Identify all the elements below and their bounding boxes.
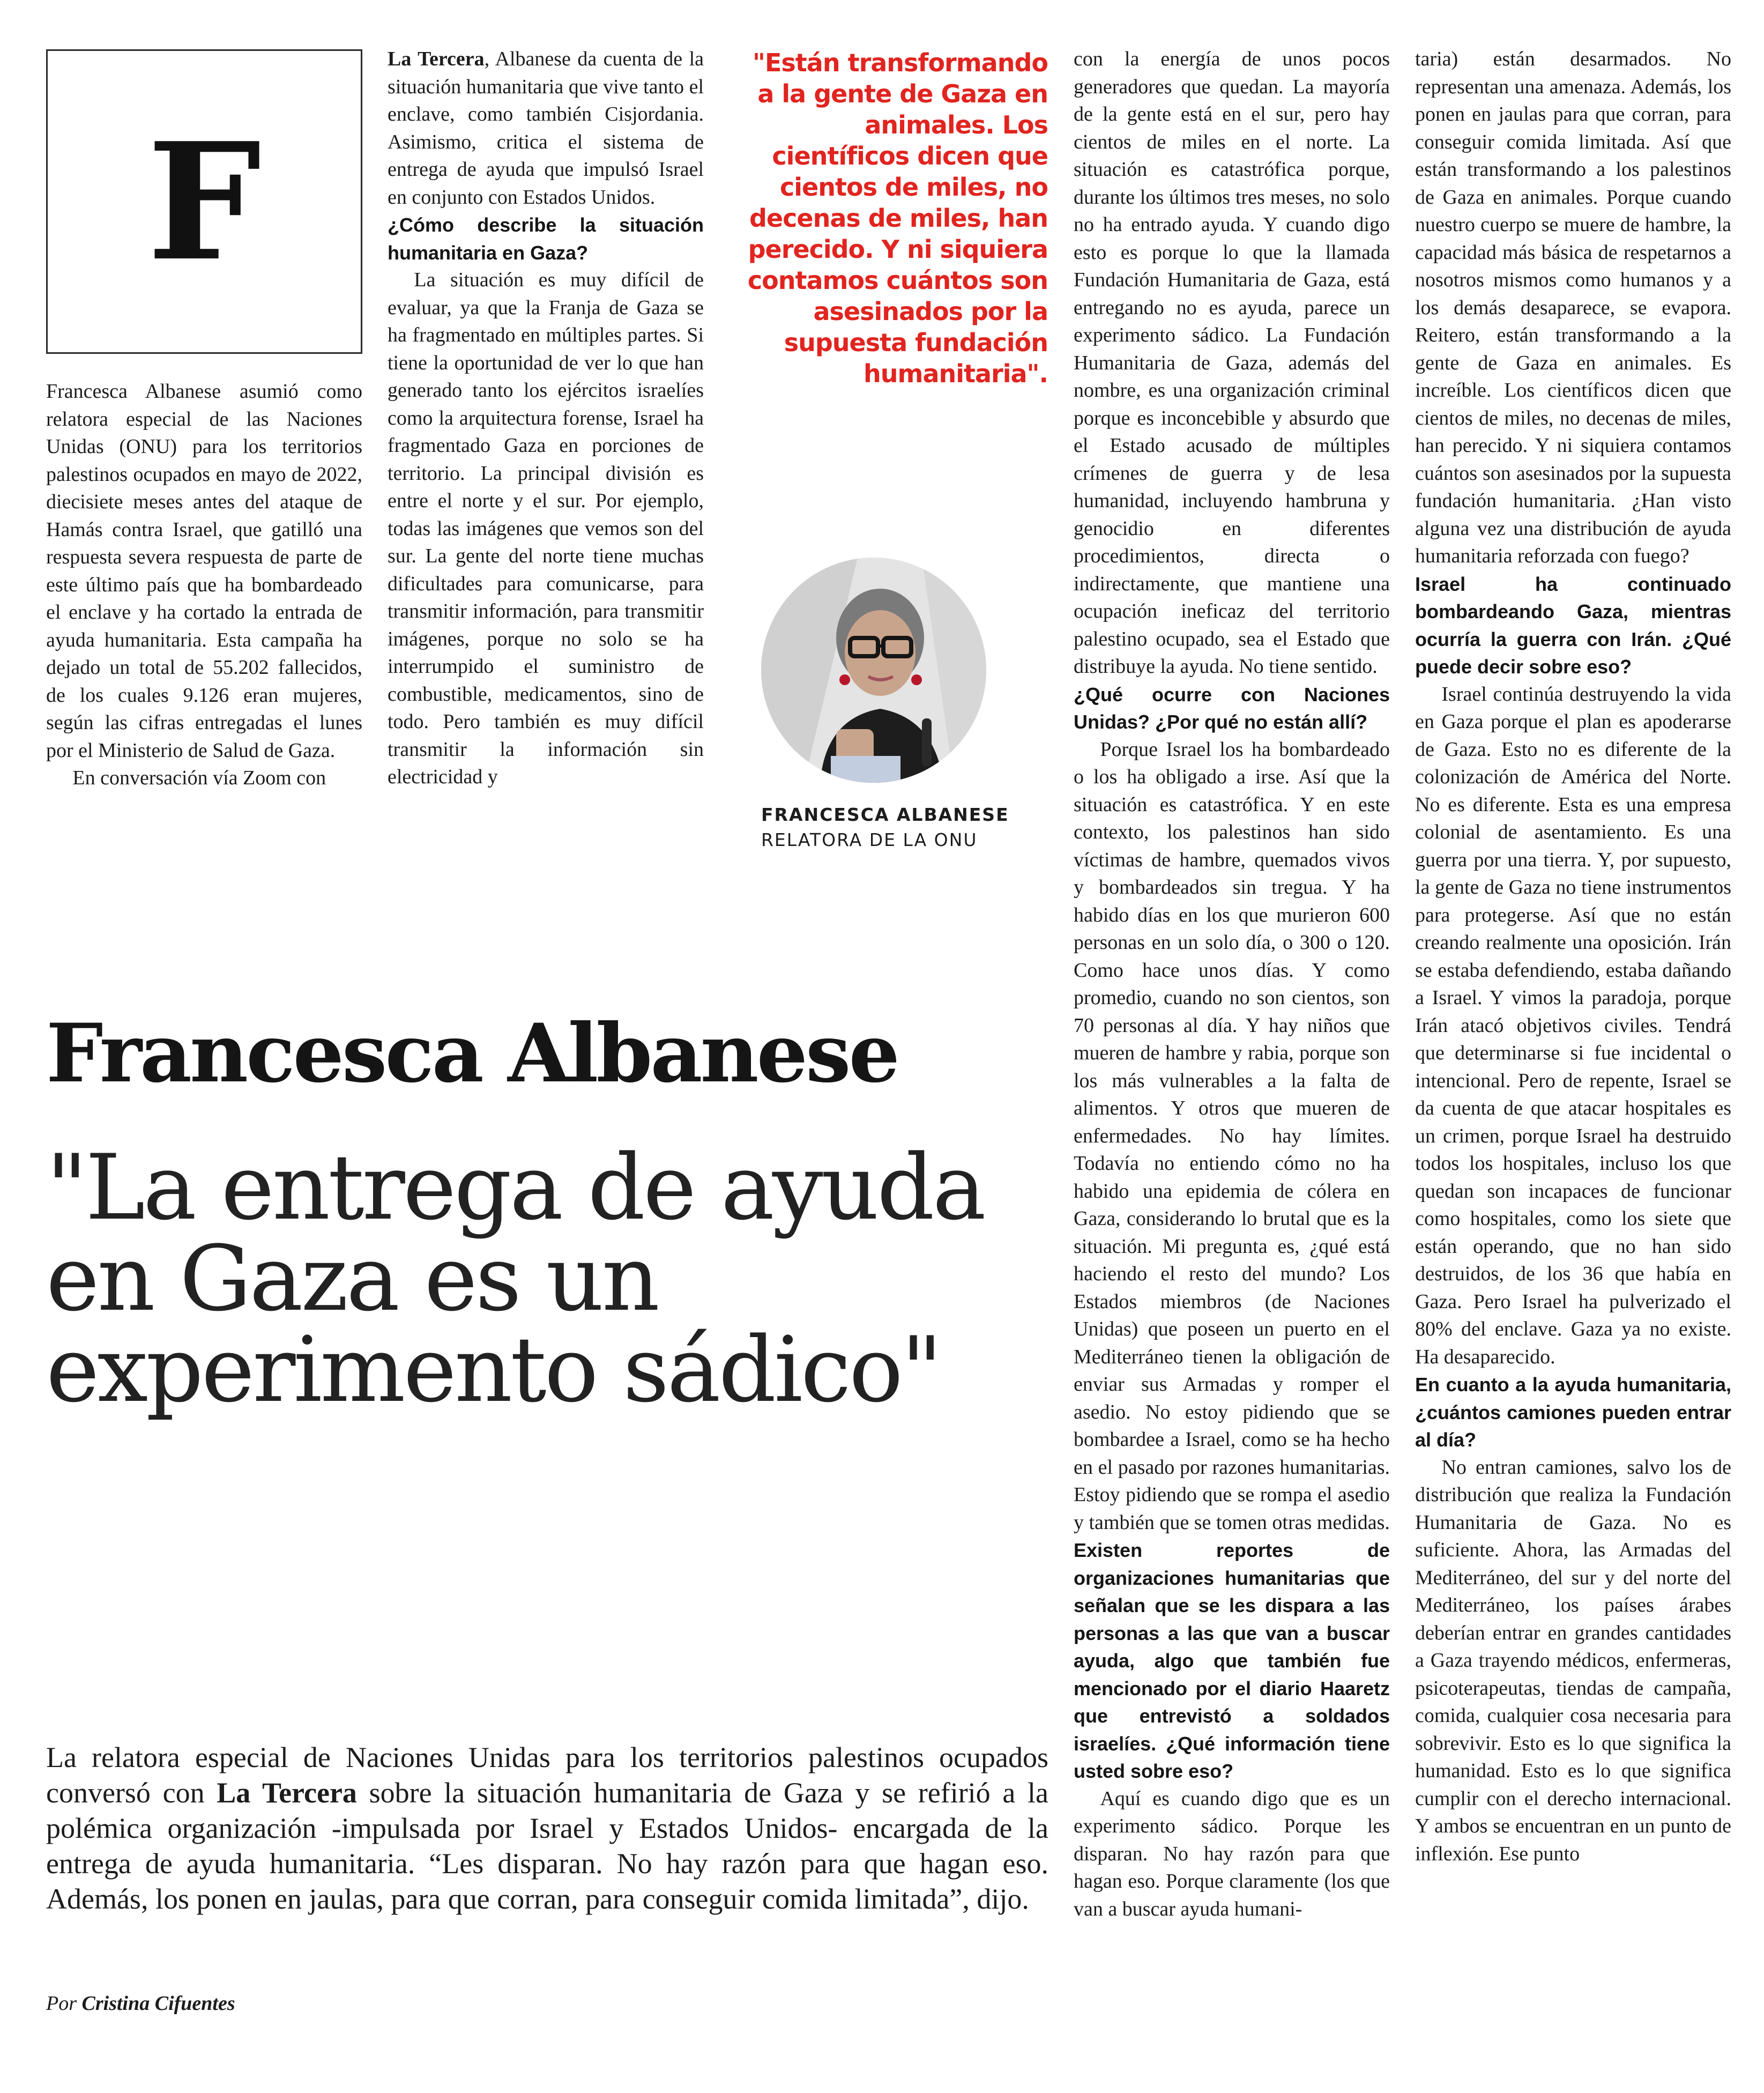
byline-prefix: Por xyxy=(46,1992,82,2015)
photo-caption-name: FRANCESCA ALBANESE xyxy=(761,804,1009,825)
article-column-2 xyxy=(388,46,704,791)
article-column-4 xyxy=(1415,46,1731,1868)
interview-question: Israel ha continuado bombardeando Gaza, mientras ocurría la guerra con Irán. ¿Qué puede decir sobre eso? xyxy=(1415,573,1731,678)
section-logo: F xyxy=(147,107,262,296)
paragraph-text: , Albanese da cuenta de la situación humanitaria que vive tanto el enclave, como también Cisjordania. Asimismo, critica el sistema de entrega de ayuda que impulsó Israel en conjunto con Estados Unidos. xyxy=(388,48,704,209)
paragraph xyxy=(388,46,704,211)
pull-quote: "Están transformando a la gente de Gaza en animales. Los científicos dicen que cientos de miles, no decenas de miles, han perecido. Y ni siquiera contamos cuántos son asesinados por la supuesta fundación humanitaria". xyxy=(747,48,1048,388)
paragraph: No entran camiones, salvo los de distribución que realiza la Fundación Humanitaria de Gaza. No es suficiente. Ahora, las Armadas del Mediterráneo, del sur y del norte del Mediterráneo, los países árabes deberían entrar en grandes cantidades a Gaza trayendo médicos, enfermeras, psicoterapeutas, tiendas de campaña, comida, cualquier cosa necesaria para sobrevivir. Esto es lo que significa la humanidad. Esto es lo que significa cumplir con el derecho internacional. Y ambos se encuentran en un punto de inflexión. Ese punto xyxy=(1415,1456,1731,1865)
portrait-photo xyxy=(761,558,986,783)
interview-question: ¿Qué ocurre con Naciones Unidas? ¿Por qué no están allí? xyxy=(1074,683,1390,733)
interview-question: En cuanto a la ayuda humanitaria, ¿cuántos camiones pueden entrar al día? xyxy=(1415,1374,1731,1451)
article-column-3 xyxy=(1074,46,1390,1923)
interview-question: ¿Cómo describe la situación humanitaria en Gaza? xyxy=(388,214,704,264)
publication-name: La Tercera xyxy=(217,1777,357,1809)
paragraph: taria) están desarmados. No representan una amenaza. Además, los ponen en jaulas para que corran, para conseguir comida limitada. Así que están transformando a los palestinos de Gaza en animales. Porque cuando nuestro cuerpo se muere de hambre, la capacidad más básica de respetarnos a nosotros mismos como humanos y a los demás desaparece, se evapora. Reitero, están transformando a la gente de Gaza en animales. Es increíble. Los científicos dicen que cientos de miles, no decenas de miles, han perecido. Y ni siquiera contamos cuántos son asesinados por la supuesta fundación humanitaria. ¿Han visto alguna vez una distribución de ayuda humanitaria reforzada con fuego? xyxy=(1415,48,1731,567)
paragraph: En conversación vía Zoom con xyxy=(72,767,326,789)
paragraph: Israel continúa destruyendo la vida en Gaza porque el plan es apoderarse de Gaza. Esto no es diferente de la colonización de América del Norte. No es diferente. Esta es una empresa colonial de asentamiento. Es una guerra por una tierra. Y, por supuesto, la gente de Gaza no tiene instrumentos para protegerse. Así que no están creando realmente una oposición. Irán se estaba defendiendo, estaba dañando a Israel. Y vimos la paradoja, porque Irán atacó objetivos civiles. Tendrá que determinarse si fue incidental o intencional. Pero de repente, Israel se da cuenta de que atacar hospitales es un crimen, porque Israel ha destruido todos los hospitales, incluso los que quedan son incapaces de funcionar como hospitales, como los siete que están operando, que no han sido destruidos, de los 36 que había en Gaza. Pero Israel ha pulverizado el 80% del enclave. Gaza ya no existe. Ha desaparecido. xyxy=(1415,682,1731,1368)
publication-name: La Tercera xyxy=(388,48,485,70)
interview-question: Existen reportes de organizaciones humanitarias que señalan que se les dispara a las personas a las que van a buscar ayuda, algo que también fue mencionado por el diario Haaretz que entrevistó a soldados israelíes. ¿Qué información tiene usted sobre eso? xyxy=(1074,1539,1390,1782)
portrait-illustration xyxy=(761,558,986,783)
paragraph: Francesca Albanese asumió como relatora especial de las Naciones Unidas (ONU) para los territorios palestinos ocupados en mayo de 2022, diecisiete meses antes del ataque de Hamás contra Israel, que gatilló una respuesta severa respuesta de parte de este último país que ha bombardeado el enclave y ha cortado la entrada de ayuda humanitaria. Esta campaña ha dejado un total de 55.202 fallecidos, de los cuales 9.126 eran mujeres, según las cifras entregadas el lunes por el Ministerio de Salud de Gaza. xyxy=(46,380,362,762)
paragraph: Aquí es cuando digo que es un experimento sádico. Porque les disparan. No hay razón para que hagan eso. Porque claramente (los que van a buscar ayuda humani- xyxy=(1074,1787,1390,1920)
article-column-1 xyxy=(46,378,362,792)
headline-name: Francesca Albanese xyxy=(46,1006,898,1101)
headline-title: "La entrega de ayuda en Gaza es un experimento sádico" xyxy=(46,1135,984,1422)
byline xyxy=(46,1992,235,2015)
photo-caption-role: RELATORA DE LA ONU xyxy=(761,829,978,850)
paragraph: Porque Israel los ha bombardeado o los ha obligado a irse. Así que la situación es catastrófica. Y en este contexto, los palestinos han sido víctimas de hambre, quemados vivos y bombardeados sin tregua. Y ha habido días en los que murieron 600 personas en un solo día, o 300 o 120. Como hace unos días. Y como promedio, cuando no son cientos, son 70 personas al día. Y hay niños que mueren de hambre y rabia, porque son los más vulnerables a la falta de alimentos. Y otros que mueren de enfermedades. No hay límites. Todavía no entiendo cómo no ha habido una epidemia de cólera en Gaza, considerando lo brutal que es la situación. Mi pregunta es, ¿qué está haciendo el resto del mundo? Los Estados miembros (de Naciones Unidas) que poseen un puerto en el Mediterráneo tienen la obligación de enviar sus Armadas y romper el asedio. No estoy pidiendo que se bombardee a Israel, como se ha hecho en el pasado por razones humanitarias. Estoy pidiendo que se rompa el asedio y también que se tomen otras medidas. xyxy=(1074,738,1390,1534)
lede-text: sobre la situación humanitaria de Gaza y se refirió a la polémica organización -impulsada por Israel y Estados Unidos- encargada de la entrega de ayuda humanitaria. “Les disparan. No hay razón para que hagan eso. Además, los ponen en jaulas, para que corran, para conseguir comida limitada”, dijo. xyxy=(46,1777,1048,1915)
paragraph: La situación es muy difícil de evaluar, ya que la Franja de Gaza se ha fragmentado en múltiples partes. Si tiene la oportunidad de ver lo que han generado tanto los ejércitos israelíes como la arquitectura forense, Israel ha fragmentado Gaza en porciones de territorio. La principal división es entre el norte y el sur. Por ejemplo, todas las imágenes que vemos son del sur. La gente del norte tiene muchas dificultades para comunicarse, para transmitir información, para transmitir imágenes, porque no solo se ha interrumpido el suministro de combustible, medicamentos, sino de todo. Pero también es muy difícil transmitir la información sin electricidad y xyxy=(388,269,704,788)
paragraph: con la energía de unos pocos generadores que quedan. La mayoría de la gente está en el sur, pero hay cientos de miles en el norte. La situación es catastrófica porque, durante los últimos tres meses, no solo no ha entrado ayuda. Y cuando digo esto es porque lo que la llamada Fundación Humanitaria de Gaza, está entregando no es ayuda, parece un experimento sádico. La Fundación Humanitaria de Gaza, además del nombre, es una organización criminal porque es inconcebible y absurdo que el Estado acusado de múltiples crímenes de guerra y de lesa humanidad, incluyendo hambruna y genocidio en diferentes procedimientos, directa o indirectamente, que mantiene una ocupación ineficaz del territorio palestino ocupado, sea el Estado que distribuye la ayuda. No tiene sentido. xyxy=(1074,48,1390,678)
byline-author: Cristina Cifuentes xyxy=(81,1992,235,2015)
article-lede xyxy=(46,1740,1048,1917)
lede-text: La relatora especial de Naciones Unidas para los territorios palestinos ocupados conversó con xyxy=(46,1741,1048,1809)
